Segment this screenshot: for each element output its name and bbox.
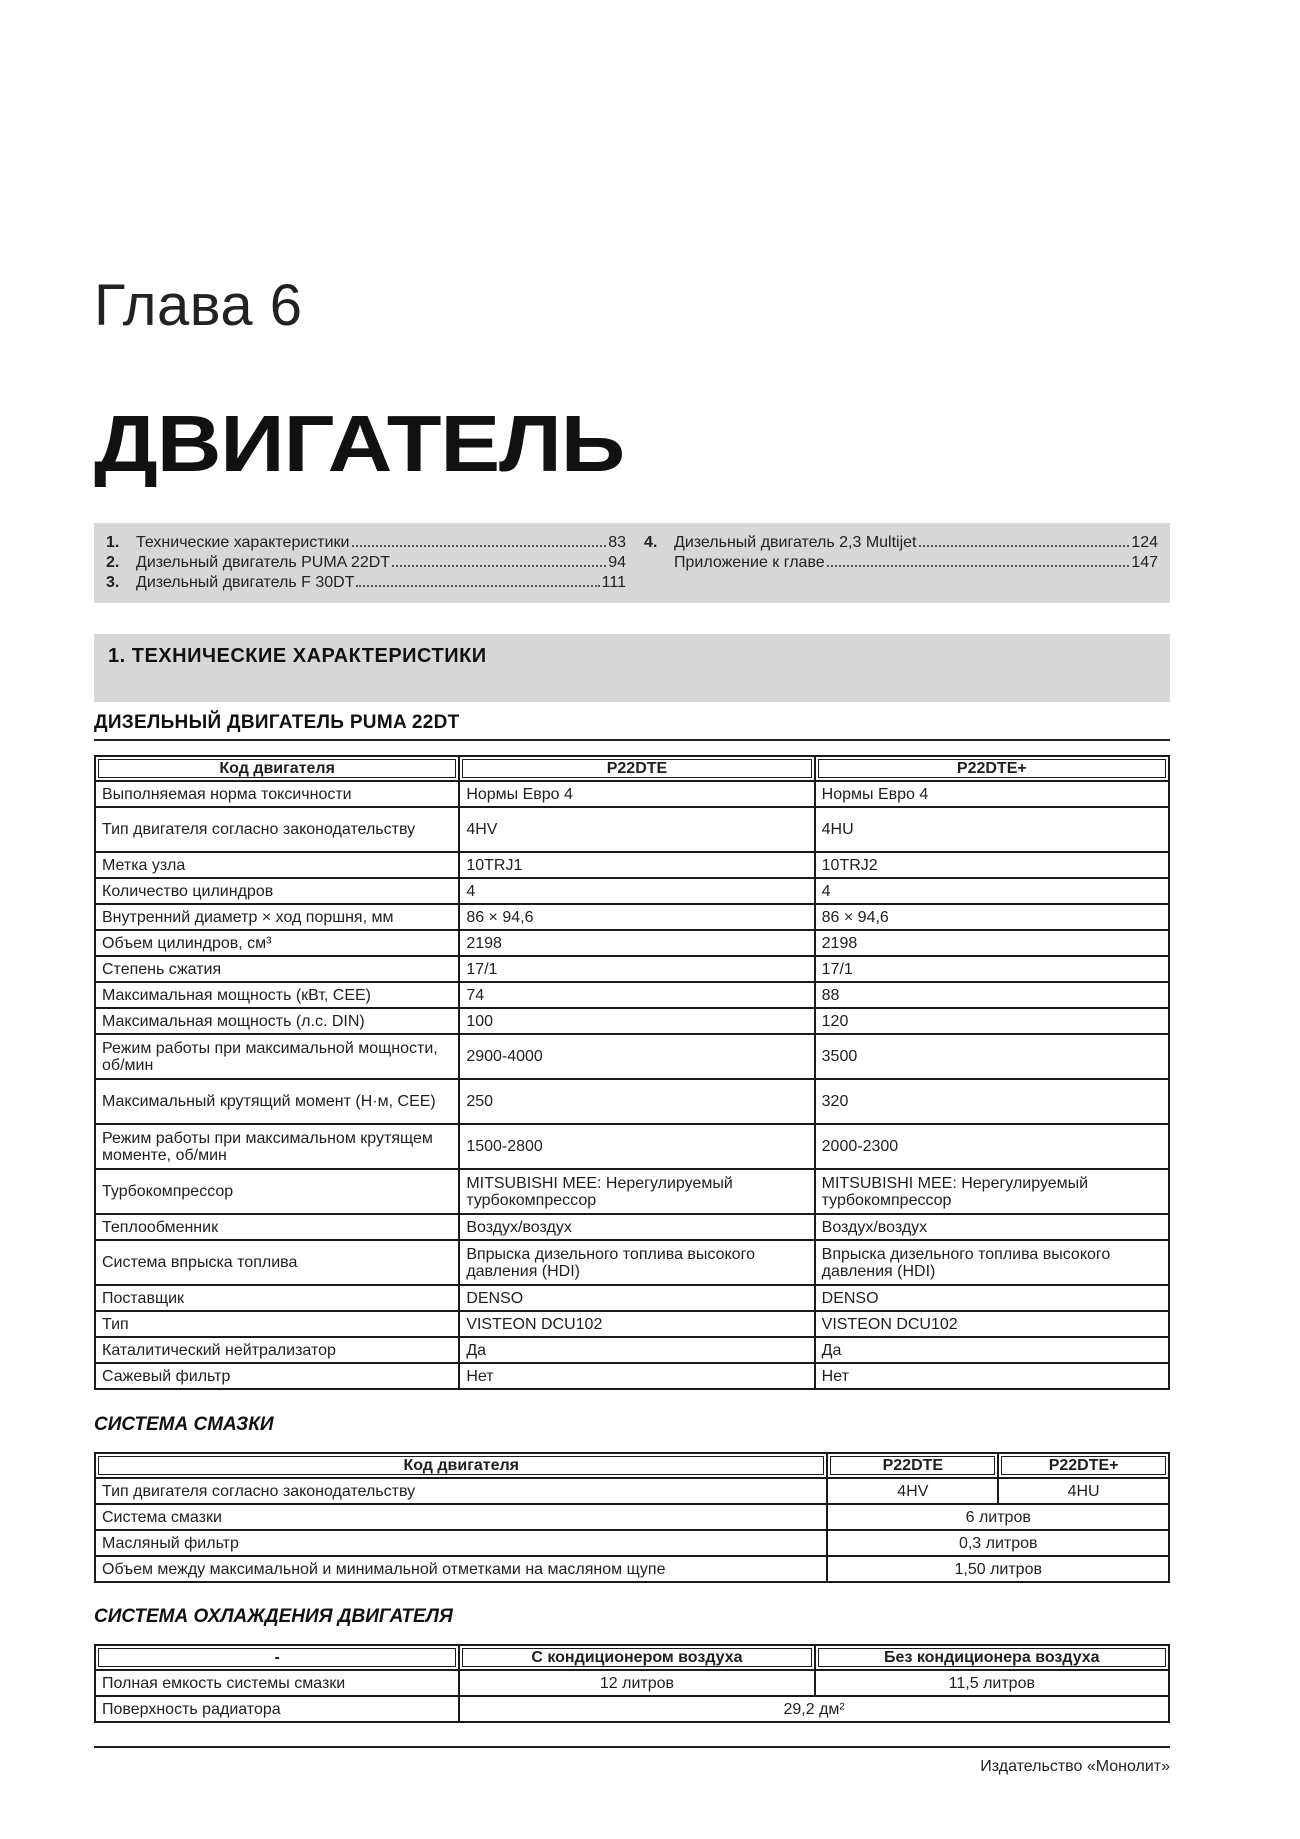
table-cell: Поверхность радиатора bbox=[95, 1696, 459, 1722]
table-cell: VISTEON DCU102 bbox=[815, 1311, 1169, 1337]
table-row bbox=[95, 1285, 1169, 1311]
table-cell: Воздух/воздух bbox=[459, 1214, 814, 1240]
toc-entry[interactable] bbox=[644, 553, 1158, 573]
table-cell: DENSO bbox=[459, 1285, 814, 1311]
toc-entry-label: Дизельный двигатель PUMA 22DT bbox=[136, 554, 391, 571]
table-cell: 10TRJ2 bbox=[815, 852, 1169, 878]
toc-entry[interactable] bbox=[106, 573, 626, 593]
column-header: С кондиционером воздуха bbox=[459, 1645, 814, 1670]
table-cell: 2198 bbox=[459, 930, 814, 956]
toc-entry-page: 111 bbox=[601, 574, 626, 591]
table-cell: DENSO bbox=[815, 1285, 1169, 1311]
table-header-row bbox=[95, 1645, 1169, 1670]
table-row bbox=[95, 1034, 1169, 1079]
toc-entry-page: 124 bbox=[1131, 534, 1158, 551]
column-header: P22DTE bbox=[459, 756, 814, 781]
table-cell: 120 bbox=[815, 1008, 1169, 1034]
table-cell: 17/1 bbox=[815, 956, 1169, 982]
table-cell: Объем между максимальной и минимальной отметками на масляном щупе bbox=[95, 1556, 827, 1582]
toc-entry-number: 1. bbox=[106, 534, 120, 551]
table-cell: Масляный фильтр bbox=[95, 1530, 827, 1556]
table-cell: Каталитический нейтрализатор bbox=[95, 1337, 459, 1363]
table-cell: 250 bbox=[459, 1079, 814, 1124]
table-cell: Да bbox=[459, 1337, 814, 1363]
table-cell: Сажевый фильтр bbox=[95, 1363, 459, 1389]
table-cell: 88 bbox=[815, 982, 1169, 1008]
table-cell: 4HU bbox=[815, 807, 1169, 852]
table-cell: Система впрыска топлива bbox=[95, 1240, 459, 1285]
table-cell: Тип двигателя согласно законодательству bbox=[95, 807, 459, 852]
toc-leader-dots bbox=[827, 565, 1130, 567]
toc-entry-label: Дизельный двигатель F 30DT bbox=[136, 574, 355, 591]
table-row bbox=[95, 1124, 1169, 1169]
lube-table-subheading: СИСТЕМА СМАЗКИ bbox=[94, 1414, 274, 1435]
table-cell: Поставщик bbox=[95, 1285, 459, 1311]
table-cell: Нормы Евро 4 bbox=[459, 781, 814, 807]
table-cell: 4 bbox=[815, 878, 1169, 904]
table-row bbox=[95, 1478, 1169, 1504]
table-cell: 2000-2300 bbox=[815, 1124, 1169, 1169]
table-row bbox=[95, 1214, 1169, 1240]
table-cell: 1,50 литров bbox=[827, 1556, 1169, 1582]
toc-entry-page: 147 bbox=[1131, 554, 1158, 571]
table-cell: 100 bbox=[459, 1008, 814, 1034]
toc-entry-number: 2. bbox=[106, 554, 120, 571]
table-cell: Нет bbox=[815, 1363, 1169, 1389]
table-cell: 4HU bbox=[998, 1478, 1169, 1504]
table-cell: Максимальный крутящий момент (Н·м, СЕЕ) bbox=[95, 1079, 459, 1124]
table-cell: 2198 bbox=[815, 930, 1169, 956]
table-cell: Турбокомпрессор bbox=[95, 1169, 459, 1214]
toc-entry-number: 4. bbox=[644, 534, 658, 551]
toc-entry[interactable] bbox=[106, 553, 626, 573]
chapter-label: Глава 6 bbox=[94, 273, 303, 338]
table-row bbox=[95, 807, 1169, 852]
table-cell: MITSUBISHI MEE: Нерегулируемый турбокомпрессор bbox=[815, 1169, 1169, 1214]
table-cell: Тип bbox=[95, 1311, 459, 1337]
table-cell: Максимальная мощность (л.с. DIN) bbox=[95, 1008, 459, 1034]
table-row bbox=[95, 1240, 1169, 1285]
table-cell: 0,3 литров bbox=[827, 1530, 1169, 1556]
toc-leader-dots bbox=[919, 545, 1130, 547]
table-cell: Полная емкость системы смазки bbox=[95, 1670, 459, 1696]
column-header: Код двигателя bbox=[95, 756, 459, 781]
table-cell: Теплообменник bbox=[95, 1214, 459, 1240]
table-row bbox=[95, 878, 1169, 904]
table-row bbox=[95, 1169, 1169, 1214]
column-header: P22DTE bbox=[827, 1453, 998, 1478]
toc-column-left bbox=[106, 533, 626, 593]
cooling-spec-table bbox=[94, 1644, 1170, 1723]
table-row bbox=[95, 956, 1169, 982]
table-cell: Нормы Евро 4 bbox=[815, 781, 1169, 807]
table-cell: Максимальная мощность (кВт, СЕЕ) bbox=[95, 982, 459, 1008]
table-row bbox=[95, 1337, 1169, 1363]
table-row bbox=[95, 852, 1169, 878]
column-header: Без кондиционера воздуха bbox=[815, 1645, 1169, 1670]
lubrication-spec-table bbox=[94, 1452, 1170, 1583]
table-cell: MITSUBISHI MEE: Нерегулируемый турбокомпрессор bbox=[459, 1169, 814, 1214]
table-row bbox=[95, 1556, 1169, 1582]
table-row bbox=[95, 1311, 1169, 1337]
column-header: Код двигателя bbox=[95, 1453, 827, 1478]
section-title: 1. ТЕХНИЧЕСКИЕ ХАРАКТЕРИСТИКИ bbox=[108, 645, 487, 667]
table-of-contents bbox=[94, 523, 1170, 603]
toc-entry-label: Дизельный двигатель 2,3 Multijet bbox=[674, 534, 917, 551]
table-header-row bbox=[95, 1453, 1169, 1478]
engine-spec-table bbox=[94, 755, 1170, 1390]
subheading-rule bbox=[94, 739, 1170, 741]
table-cell: 2900-4000 bbox=[459, 1034, 814, 1079]
table-cell: Внутренний диаметр × ход поршня, мм bbox=[95, 904, 459, 930]
table-cell: Режим работы при максимальной мощности, об/мин bbox=[95, 1034, 459, 1079]
table-cell: Количество цилиндров bbox=[95, 878, 459, 904]
table-cell: 3500 bbox=[815, 1034, 1169, 1079]
table-cell: VISTEON DCU102 bbox=[459, 1311, 814, 1337]
table-row bbox=[95, 982, 1169, 1008]
toc-column-right bbox=[644, 533, 1158, 573]
table-cell: Система смазки bbox=[95, 1504, 827, 1530]
table-row bbox=[95, 1008, 1169, 1034]
table-cell: 6 литров bbox=[827, 1504, 1169, 1530]
section-header-band bbox=[94, 634, 1170, 702]
table-cell: 74 bbox=[459, 982, 814, 1008]
table-cell: Нет bbox=[459, 1363, 814, 1389]
table-cell: 4HV bbox=[827, 1478, 998, 1504]
toc-leader-dots bbox=[352, 545, 607, 547]
publisher-footer: Издательство «Монолит» bbox=[980, 1758, 1170, 1775]
toc-entry-page: 83 bbox=[608, 534, 626, 551]
column-header: - bbox=[95, 1645, 459, 1670]
toc-leader-dots bbox=[392, 565, 606, 567]
table-row bbox=[95, 1670, 1169, 1696]
table-row bbox=[95, 1504, 1169, 1530]
table-cell: 4 bbox=[459, 878, 814, 904]
table-cell: 12 литров bbox=[459, 1670, 814, 1696]
table-cell: 1500-2800 bbox=[459, 1124, 814, 1169]
column-header: P22DTE+ bbox=[998, 1453, 1169, 1478]
table-row bbox=[95, 1696, 1169, 1722]
table-cell: Впрыска дизельного топлива высокого давления (HDI) bbox=[815, 1240, 1169, 1285]
toc-leader-dots bbox=[356, 585, 599, 587]
cool-table-subheading: СИСТЕМА ОХЛАЖДЕНИЯ ДВИГАТЕЛЯ bbox=[94, 1606, 453, 1627]
table-row bbox=[95, 1530, 1169, 1556]
toc-entry[interactable] bbox=[644, 533, 1158, 553]
table-cell: Метка узла bbox=[95, 852, 459, 878]
table-cell: 4HV bbox=[459, 807, 814, 852]
toc-entry-page: 94 bbox=[608, 554, 626, 571]
table-cell: Режим работы при максимальном крутящем моменте, об/мин bbox=[95, 1124, 459, 1169]
table-row bbox=[95, 1363, 1169, 1389]
table-row bbox=[95, 904, 1169, 930]
footer-rule bbox=[94, 1746, 1170, 1748]
table-cell: Впрыска дизельного топлива высокого давления (HDI) bbox=[459, 1240, 814, 1285]
toc-entry[interactable] bbox=[106, 533, 626, 553]
engine-table-subheading: ДИЗЕЛЬНЫЙ ДВИГАТЕЛЬ PUMA 22DT bbox=[94, 712, 460, 733]
table-cell: Да bbox=[815, 1337, 1169, 1363]
table-row bbox=[95, 1079, 1169, 1124]
table-cell: Тип двигателя согласно законодательству bbox=[95, 1478, 827, 1504]
table-cell: 86 × 94,6 bbox=[459, 904, 814, 930]
table-cell: Выполняемая норма токсичности bbox=[95, 781, 459, 807]
table-cell: 11,5 литров bbox=[815, 1670, 1169, 1696]
table-cell: 320 bbox=[815, 1079, 1169, 1124]
table-cell: 86 × 94,6 bbox=[815, 904, 1169, 930]
table-cell: Объем цилиндров, см³ bbox=[95, 930, 459, 956]
column-header: P22DTE+ bbox=[815, 756, 1169, 781]
table-cell: 29,2 дм² bbox=[459, 1696, 1169, 1722]
table-row bbox=[95, 781, 1169, 807]
table-header-row bbox=[95, 756, 1169, 781]
toc-entry-label: Приложение к главе bbox=[674, 554, 825, 571]
table-cell: 17/1 bbox=[459, 956, 814, 982]
table-cell: 10TRJ1 bbox=[459, 852, 814, 878]
table-cell: Степень сжатия bbox=[95, 956, 459, 982]
table-row bbox=[95, 930, 1169, 956]
table-cell: Воздух/воздух bbox=[815, 1214, 1169, 1240]
chapter-title: ДВИГАТЕЛЬ bbox=[94, 399, 625, 488]
toc-entry-label: Технические характеристики bbox=[136, 534, 350, 551]
toc-entry-number: 3. bbox=[106, 574, 120, 591]
